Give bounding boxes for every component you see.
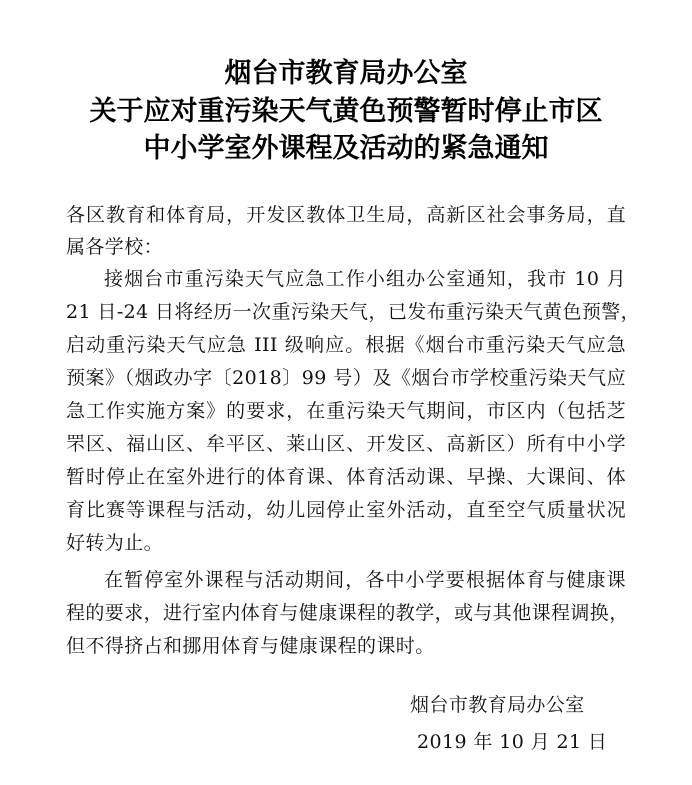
signature-date: 2019 年 10 月 21 日 — [417, 731, 608, 753]
addressee-line-1: 各区教育和体育局，开发区教体卫生局，高新区社会事务局，直 — [66, 204, 626, 226]
paragraph1-line: 启动重污染天气应急 III 级响应。根据《烟台市重污染天气应急 — [66, 334, 626, 356]
addressee-line-2: 属各学校： — [66, 236, 164, 258]
paragraph1-line: 育比赛等课程与活动，幼儿园停止室外活动，直至空气质量状况 — [66, 499, 626, 521]
paragraph2-line: 但不得挤占和挪用体育与健康课程的课时。 — [66, 635, 435, 657]
title-line-3: 中小学室外课程及活动的紧急通知 — [143, 133, 549, 164]
title-line-2: 关于应对重污染天气黄色预警暂时停止市区 — [89, 96, 603, 127]
signature-organization: 烟台市教育局办公室 — [410, 694, 585, 716]
paragraph1-line: 急工作实施方案》的要求，在重污染天气期间，市区内（包括芝 — [66, 400, 626, 422]
paragraph1-line: 好转为止。 — [66, 532, 164, 554]
paragraph2-line: 在暂停室外课程与活动期间，各中小学要根据体育与健康课 — [104, 569, 626, 591]
title-line-1: 烟台市教育局办公室 — [224, 58, 468, 89]
paragraph1-line: 21 日-24 日将经历一次重污染天气，已发布重污染天气黄色预警， — [66, 301, 641, 323]
paragraph1-line: 预案》（烟政办字〔2018〕99 号）及《烟台市学校重污染天气应 — [66, 367, 626, 389]
paragraph1-line: 暂时停止在室外进行的体育课、体育活动课、早操、大课间、体 — [66, 466, 626, 488]
paragraph1-line: 接烟台市重污染天气应急工作小组办公室通知，我市 10 月 — [104, 268, 626, 290]
paragraph2-line: 程的要求，进行室内体育与健康课程的教学，或与其他课程调换， — [66, 602, 629, 624]
paragraph1-line: 罘区、福山区、牟平区、莱山区、开发区、高新区）所有中小学 — [66, 433, 626, 455]
